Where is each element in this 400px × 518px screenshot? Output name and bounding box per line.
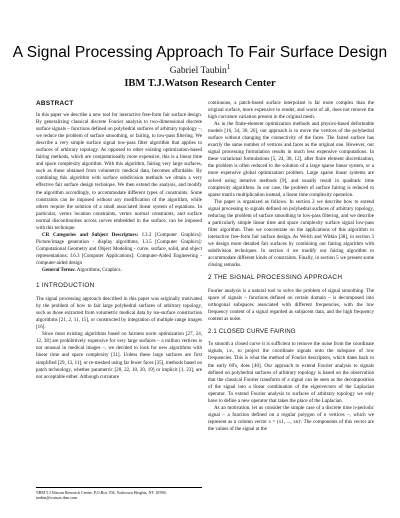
subsection-heading-closed-curve: 2.1 CLOSED CURVE FAIRING (208, 329, 296, 336)
general-terms-text: Algorithms, Graphics. (76, 267, 122, 274)
general-terms (36, 267, 202, 274)
paper-title: A Signal Processing Approach To Fair Surface Design (12, 44, 388, 61)
cr-categories (36, 232, 202, 267)
general-terms-label: General Terms: (42, 267, 76, 274)
right-paragraph-5: To smooth a closed curve it is sufficient to remove the noise from the coordinate signals, i.e., to project the coordinate signals onto the subspace of low frequencies. This is what the method of Fourier descriptors, which dates back to the early 60's, does [40]. Our approach to extend Fourier analysis to signals defined on polyhedral surfaces of arbitrary topology is based on the observation that the classical Fourier transform of a signal can be seen as the decomposition of the signal into a linear combination of the eigenvectors of the Laplacian operator. To extend Fourier analysis to surfaces of arbitrary topology we only have to define a new operator that takes the place of the Laplacian. (208, 341, 374, 404)
footnote: ¹IBM T.J.Watson Research Center, P.O.Box 704, Yorktown Heights, NY 10598, taubin@watson.ibm.com (36, 487, 202, 501)
cr-categories-text: I.3.3 [Computer Graphics]: Picture/image generation - display algorithms, I.3.5 [Computer Graphics]: Computational Geometry and Object Modeling - curve, surface, solid, and object representations; I.6.3 [Computer Applications]: Computer-Aided Engineering - computer-aided design (36, 231, 202, 266)
section-heading-introduction: 1 INTRODUCTION (36, 282, 95, 290)
intro-paragraph-1: The signal processing approach described in this paper was originally motivated by the problem of how to fair large polyhedral surfaces of arbitrary topology, such as those extracted from volumetric medical data by iso-surface construction algorithms [21, 2, 11, 15], or constructed by integration of multiple range images [16]. (36, 296, 202, 331)
right-paragraph-3: The paper is organized as follows. In section 2 we describe how to extend signal processing to signals defined on polyhedral surfaces of arbitrary topology, reducing the problem of surface smoothing to low-pass filtering, and we describe a particularly simple linear time and space complexity surface signal low-pass filter algorithm. Then we concentrate on the applications of this algorithm to interactive free-form fair surface design. As Welch and Witkin [38], in section 3 we design more detailed fair surfaces by combining our fairing algorithm with subdivision techniques. In section 4 we modify our fairing algorithm to accommodate different kinds of constraints. Finally, in section 5 we present some closing remarks. (208, 198, 374, 269)
right-paragraph-4: Fourier analysis is a natural tool to solve the problem of signal smoothing. The space of signals – functions defined on certain domain – is decomposed into orthogonal subspaces associated with different frequencies, with the low frequency content of a signal regarded as subjacent data, and the high frequency content as noise. (208, 288, 374, 323)
author-footnote-mark: 1 (226, 62, 231, 71)
affiliation: IBM T.J.Watson Research Center (124, 78, 276, 89)
abstract-heading: ABSTRACT (36, 100, 74, 107)
intro-paragraph-2: Since most existing algorithms based on fairness norm optimization [27, 24, 12, 38] are prohibitively expensive for very large surfaces – a million vertices is not unusual in medical images –, we decided to look for new algorithms with linear time and space complexity [31]. Unless these large surfaces are first simplified [29, 13, 11], or re-meshed using far fewer faces [35], methods based on patch technology, whether parametric [28, 22, 10, 20, 19] or implicit [1, 23], are not acceptable either. Although curvature (36, 331, 202, 380)
abstract-text: In this paper we describe a new tool for interactive free-form fair surface design. By generalizing classical discrete Fourier analysis to two-dimensional discrete surface signals – functions defined on polyhedral surfaces of arbitrary topology –, we reduce the problem of surface smoothing, or fairing, to low-pass filtering. We describe a very simple surface signal low-pass filter algorithm that applies to surfaces of arbitrary topology. As opposed to other existing optimization-based fairing methods, which are computationally more expensive, this is a linear time and space complexity algorithm. With this algorithm, fairing very large surfaces, such as those obtained from volumetric medical data, becomes affordable. By combining this algorithm with surface subdivision methods we obtain a very effective fair surface design technique. We then extend the analysis, and modify the algorithm accordingly, to accommodate different types of constraints. Some constraints can be imposed without any modification of the algorithm, while others require the solution of a small associated linear system of equations. In particular, vertex location constraints, vertex normal constraints, and surface normal discontinuities across curves embedded in the surface, can be imposed with this technique. (36, 112, 202, 231)
author-name (0, 62, 400, 76)
left-column (36, 100, 202, 381)
right-paragraph-2: As in the finite-element optimization methods and physics-based deformable models [16, 34, 30, 26], our approach is to move the vertices of the polyhedral surface without changing the connectivity of the faces. The faired surface has exactly the same number of vertices and faces as the original one. However, our signal processing formulation results in much less expensive computations. In these variational formulations [5, 24, 38, 12], after finite element discretization, the problem is often reduced to the solution of a large sparse linear system, or a more expensive global optimization problem. Large sparse linear systems are solved using iterative methods [9], and usually result in quadratic time complexity algorithms. In our case, the problem of surface fairing is reduced to sparse matrix multiplication instead, a linear time complexity operation. (208, 121, 374, 198)
right-paragraph-6: As an motivation, let us consider the simple case of a discrete time n-periodic signal – a function defined on a regular polygon of n vertices –, which we represent as a column vector x = (x1, ..., xn)ᵗ. The components of this vector are the values of the signal at the (208, 404, 374, 432)
cr-categories-label: CR Categories and Subject Descriptors: (42, 231, 139, 238)
section-heading-signal-processing: 2 THE SIGNAL PROCESSING APPROACH (208, 274, 343, 282)
right-paragraph-1: continuous, a patch-based surface interpolant is far more complex than the original surface, more expensive to render, and worst of all, does not remove the high curvature variation present in the original mesh. (208, 100, 374, 121)
right-column (208, 100, 374, 433)
author-name-text: Gabriel Taubin (169, 66, 227, 76)
